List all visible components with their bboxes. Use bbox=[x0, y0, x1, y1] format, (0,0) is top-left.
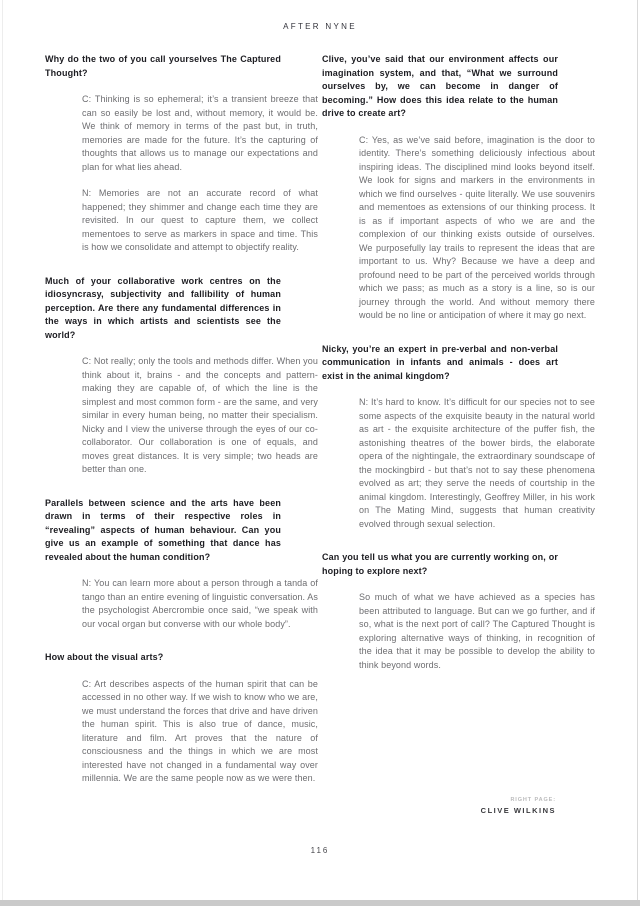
interview-answer: C: Not really; only the tools and methods differ. When you think about it, brains - and the concepts and pattern-making they are capable of, of which the line is the simplest and most common form - are the same, and very similar in every human being, no matter their specialism. Nicky and I view the universe through the eyes of our co-collaborator. Our collaboration is one of equals, and moves great distances. It is very simple; two heads are better than one. bbox=[82, 356, 318, 474]
photo-credit-label: RIGHT PAGE: bbox=[510, 797, 556, 803]
interview-question: Why do the two of you call yourselves The Captured Thought? bbox=[45, 54, 281, 78]
photo-credit bbox=[481, 797, 556, 815]
interview-question: Clive, you’ve said that our environment affects our imagination system, and that, “What we surround ourselves by, we can become in danger of becoming.” How does this idea relate to the human drive to create art? bbox=[322, 54, 558, 118]
interview-answer: C: Yes, as we’ve said before, imagination is the door to identity. There’s something deliciously infectious about inspiring ideas. The disciplined mind looks beyond itself. We look for signs and markers in the environments in which we find ourselves - quite literally. We use souvenirs and mementoes as extensions of our thinking process. It is as if important aspects of who we are and the complexion of our thinking exists outside of ourselves. We purposefully lay trails to represent the ideas that are important to us. Why? Because we have a deep and profound need to be part of the perceived worlds through which we pass; as much as a story is a line, so is our journey through the world. And without memory there would be no line or anticipation of where it may go next. bbox=[359, 134, 595, 320]
interview-answer: N: Memories are not an accurate record of what happened; they shimmer and change each time they are revisited. In our quest to capture them, we collect mementoes to serve as markers in space and time. This is how we consolidate and attempt to objectify reality. bbox=[82, 188, 318, 252]
left-column bbox=[45, 53, 318, 786]
interview-question: Parallels between science and the arts have been drawn in terms of their respective roles in “revealing” aspects of human behaviour. Can you give us an example of something that dance has revealed about the human condition? bbox=[45, 497, 281, 562]
interview-answer: C: Art describes aspects of the human spirit that can be accessed in no other way. If we wish to know who we are, we must understand the forces that drive and have driven the human spirit. This is also true of dance, music, literature and film. Art proves that the nature of consciousness and the things in which we are most interested have not changed in a fundamental way over millennia. We are the same people now as we were then. bbox=[82, 678, 318, 783]
page-right-edge bbox=[637, 0, 638, 900]
running-header: AFTER NYNE bbox=[283, 22, 357, 31]
interview-question: How about the visual arts? bbox=[45, 652, 164, 662]
page-left-edge bbox=[2, 0, 3, 900]
interview-answer: N: You can learn more about a person through a tanda of tango than an entire evening of linguistic conversation. As the psychologist Abercrombie once said, “we speak with our vocal organ but converse with our whole body”. bbox=[82, 578, 318, 629]
interview-answer: C: Thinking is so ephemeral; it’s a transient breeze that can so easily be lost and, without memory, it would be. We think of memory in terms of the past but, in truth, memories are made for the future. It’s the capturing of thoughts that allows us to manage our expectations and plan for what lies ahead. bbox=[82, 94, 318, 172]
interview-question: Much of your collaborative work centres on the idiosyncrasy, subjectivity and fallibility of human perception. Are there any fundamental differences in the ways in which artists and scientists see the world? bbox=[45, 275, 281, 340]
photo-credit-name: CLIVE WILKINS bbox=[480, 806, 556, 815]
page-bottom-edge bbox=[0, 900, 640, 906]
page-number: 116 bbox=[310, 846, 330, 855]
interview-question: Can you tell us what you are currently working on, or hoping to explore next? bbox=[322, 552, 558, 576]
interview-question: Nicky, you’re an expert in pre-verbal and non-verbal communication in infants and animals - does art exist in the animal kingdom? bbox=[322, 343, 558, 381]
right-column bbox=[322, 53, 595, 786]
interview-content bbox=[45, 53, 595, 786]
interview-answer: So much of what we have achieved as a species has been attributed to language. But can we go further, and if so, what is the next port of call? The Captured Thought is exploring alternative ways of thinking, in recognition of the idea that it may be possible to develop the ability to think beyond words. bbox=[359, 592, 595, 670]
interview-answer: N: It’s hard to know. It’s difficult for our species not to see some aspects of the exquisite beauty in the natural world as art - the exquisite architecture of the puffer fish, the astonishing theatres of the bower birds, the elaborate opera of the nightingale, the extraordinary soundscape of the mockingbird - but that’s not to say these phenomena evolved as art; they serve the needs of courtship in the animal kingdom. Interestingly, Geoffrey Miller, in his work on The Mating Mind, suggests that human creativity evolved through sexual selection. bbox=[359, 397, 595, 529]
